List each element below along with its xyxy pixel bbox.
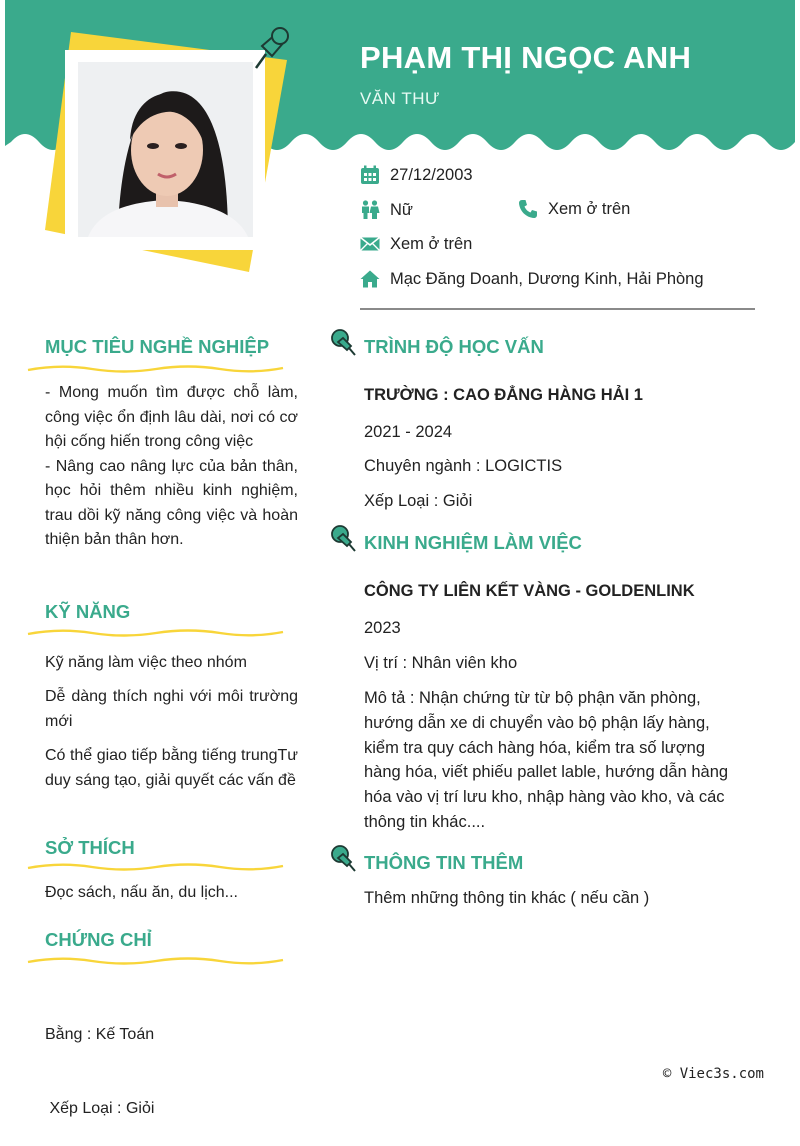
experience-description: Mô tả : Nhận chứng từ từ bộ phận văn phòng, hướng dẫn xe di chuyển vào bộ phận lấy hàng, kiểm tra quy cách hàng hóa, kiểm tra số lượng hàng hóa, viết phiếu pallet lable, hướng dẫn hàng hóa vào vị trí lưu kho, nhập hàng vào kho, và các thông tin khác....	[364, 689, 729, 831]
career-goal-paragraph: - Nâng cao nâng lực của bản thân, học hỏi thêm nhiều kinh nghiệm, trau dồi kỹ năng công việc và hoàn thiện bản thân hơn.	[45, 457, 298, 548]
heading-underline	[28, 862, 283, 872]
skill-item: Kỹ năng làm việc theo nhóm	[45, 654, 247, 671]
more-info-heading: THÔNG TIN THÊM	[364, 852, 524, 873]
phone-icon	[518, 199, 538, 219]
envelope-icon	[360, 234, 380, 254]
address-value: Mạc Đăng Doanh, Dương Kinh, Hải Phòng	[390, 269, 704, 288]
gender-value: Nữ	[390, 200, 413, 219]
job-title: VĂN THƯ	[360, 89, 441, 108]
education-years: 2021 - 2024	[364, 423, 453, 441]
certificates-heading: CHỨNG CHỈ	[45, 929, 152, 950]
phone-value: Xem ở trên	[548, 199, 631, 218]
contact-divider	[360, 308, 755, 310]
gender-icon	[360, 200, 380, 220]
school-name: TRƯỜNG : CAO ĐẲNG HÀNG HẢI 1	[364, 386, 643, 404]
pushpin-icon	[330, 844, 356, 872]
home-icon	[360, 269, 380, 289]
hobbies-heading: SỞ THÍCH	[45, 837, 135, 858]
calendar-icon	[360, 165, 380, 185]
pushpin-icon	[330, 524, 356, 552]
pushpin-icon	[250, 24, 292, 72]
education-grade: Xếp Loại : Giỏi	[364, 492, 473, 510]
photo-border	[65, 50, 265, 250]
skill-item: Có thể giao tiếp bằng tiếng trungTư duy sáng tạo, giải quyết các vấn đề	[45, 747, 298, 789]
candidate-name: PHẠM THỊ NGỌC ANH	[360, 40, 692, 75]
career-goal-paragraph: - Mong muốn tìm được chỗ làm, công việc ổn định lâu dài, nơi có cơ hội cống hiến trong công việc	[45, 384, 298, 450]
heading-underline	[28, 956, 283, 966]
education-major: Chuyên ngành : LOGICTIS	[364, 457, 563, 475]
birthday-value: 27/12/2003	[390, 165, 473, 184]
company-name: CÔNG TY LIÊN KẾT VÀNG - GOLDENLINK	[364, 582, 695, 600]
gender-row	[360, 200, 413, 220]
heading-underline	[28, 364, 283, 374]
experience-position: Vị trí : Nhân viên kho	[364, 654, 518, 672]
experience-year: 2023	[364, 619, 401, 637]
phone-row	[518, 199, 630, 219]
address-row	[360, 269, 704, 289]
heading-underline	[28, 628, 283, 638]
career-goal-heading: MỤC TIÊU NGHỀ NGHIỆP	[45, 336, 270, 357]
education-heading: TRÌNH ĐỘ HỌC VẤN	[364, 336, 544, 357]
hobbies-text: Đọc sách, nấu ăn, du lịch...	[45, 884, 238, 901]
skill-item: Dễ dàng thích nghi với môi trường mới	[45, 688, 298, 730]
certificate-line: Bằng : Kế Toán	[45, 1026, 155, 1043]
more-info-text: Thêm những thông tin khác ( nếu cần )	[364, 889, 650, 907]
certificate-line: Xếp Loại : Giỏi	[45, 1099, 155, 1117]
pushpin-icon	[330, 328, 356, 356]
email-value: Xem ở trên	[390, 234, 473, 253]
experience-heading: KINH NGHIỆM LÀM VIỆC	[364, 532, 582, 553]
profile-photo	[78, 62, 253, 237]
certificates-text	[45, 974, 298, 1146]
footer-credit: © Viec3s.com	[662, 1066, 764, 1082]
birthday-row	[360, 165, 473, 185]
email-row	[360, 234, 472, 254]
career-goal-text	[45, 381, 298, 553]
skills-heading: KỸ NĂNG	[45, 601, 131, 622]
